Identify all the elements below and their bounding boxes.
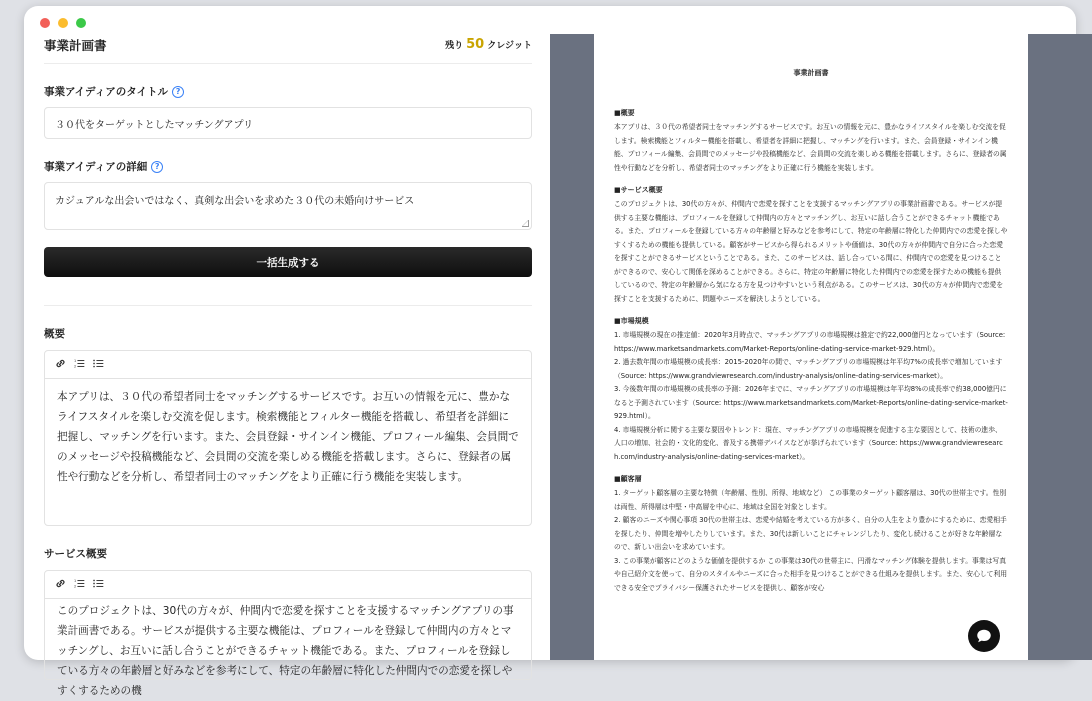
credits-badge xyxy=(445,37,532,52)
idea-detail-label-text: 事業アイディアの詳細 xyxy=(44,161,148,173)
svg-text:1: 1 xyxy=(74,578,77,583)
window-controls xyxy=(40,18,86,28)
document-title: 事業計画書 xyxy=(793,69,829,77)
idea-title-label xyxy=(44,84,532,99)
maximize-window-button[interactable] xyxy=(76,18,86,28)
editor-toolbar xyxy=(45,571,531,599)
chat-icon xyxy=(975,627,993,645)
service-section-label: サービス概要 xyxy=(44,548,107,560)
svg-text:1: 1 xyxy=(74,358,77,363)
summary-editor xyxy=(44,350,532,526)
editor-toolbar xyxy=(45,351,531,379)
svg-text:2: 2 xyxy=(74,584,77,589)
document-paragraph: 3. この事業が顧客にどのような価値を提供するか この事業は30代の世帯主に、円滑なマッチング体験を提供します。事業は写真や自己紹介文を使って、自分のスタイルやニーズに合った相手を見つけることができる仕組みを提供します。また、安心して利用できる安全でプライバシー保護されたサービスを提供し、顧客が安心 xyxy=(614,556,1008,592)
document-preview[interactable] xyxy=(550,34,1092,660)
document-paragraph: 1. 市場規模の現在の推定値：2020年3月時点で、マッチングアプリの市場規模は推定で約22,000億円となっています（Source: https://www.marketsandmarkets.com/Market-Reports/online-dating-service-market-929.html）。 xyxy=(614,331,1006,353)
app-window xyxy=(24,6,1076,697)
service-editor xyxy=(44,570,532,697)
chat-support-button[interactable] xyxy=(968,620,1000,652)
idea-title-label-text: 事業アイディアのタイトル xyxy=(44,86,169,98)
document-paragraph: 2. 過去数年間の市場規模の成長率：2015-2020年の間で、マッチングアプリの市場規模は年平均7%の成長率で増加しています（Source: https://www.grandviewresearch.com/industry-analysis/online-dating-services-market）。 xyxy=(614,358,1003,380)
idea-detail-label xyxy=(44,159,532,174)
close-window-button[interactable] xyxy=(40,18,50,28)
bullet-list-icon[interactable] xyxy=(93,358,104,372)
document-section-heading: ■市場規模 xyxy=(614,317,649,325)
generate-all-button[interactable]: 一括生成する xyxy=(44,247,532,277)
service-editor-body[interactable]: このプロジェクトは、30代の方々が、仲間内で恋愛を探すことを支援するマッチングアプリの事業計画書である。サービスが提供する主要な機能は、プロフィールを登録して仲間内の方々とマッチングし、お互いに話し合うことができるチャット機能である。また、プロフィールを登録している方々の年齢層と好みなどを参考にして、特定の年齢層に特化した仲間内での恋愛を探しやすくするための機 xyxy=(57,605,514,697)
document-section xyxy=(614,316,1008,464)
credits-value: 50 xyxy=(466,37,485,52)
document-sections xyxy=(614,108,1008,595)
ordered-list-icon[interactable] xyxy=(74,578,85,592)
document-section xyxy=(614,185,1008,306)
document-section xyxy=(614,108,1008,175)
link-icon[interactable] xyxy=(55,358,66,372)
bullet-list-icon[interactable] xyxy=(93,578,104,592)
resize-handle-icon[interactable] xyxy=(522,220,529,227)
svg-text:2: 2 xyxy=(74,364,77,369)
document-paragraph: 2. 顧客のニーズや関心事項 30代の世帯主は、恋愛や結婚を考えている方が多く、自分の人生をより豊かにするために、恋愛相手を探したり、仲間を増やしたりしています。また、30代は新しいことにチャレンジしたり、変化し続けることが好きな年齢層なので、新しい出会いを求めています。 xyxy=(614,516,1007,551)
document-paragraph: 3. 今後数年間の市場規模の成長率の予測：2026年までに、マッチングアプリの市場規模は年平均8%の成長率で約38,000億円になると予測されています（Source: https://www.marketsandmarkets.com/Market-Reports/online-dating-service-market-929.html）。 xyxy=(614,385,1008,420)
idea-detail-textarea[interactable] xyxy=(44,182,532,230)
document-paragraph: 1. ターゲット顧客層の主要な特徴（年齢層、性別、所得、地域など） この事業のターゲット顧客層は、30代の世帯主です。性別は両性、所得層は中堅・中高層を中心に、地域は全国を対象とします。 xyxy=(614,489,1007,511)
divider xyxy=(44,305,532,306)
summary-section-label: 概要 xyxy=(44,328,65,340)
page-title: 事業計画書 xyxy=(44,37,107,53)
document-paragraph: 本アプリは、３０代の希望者同士をマッチングするサービスです。お互いの情報を元に、豊かなライフスタイルを楽しむ交流を促します。検索機能とフィルター機能を搭載し、希望者を詳細に把握し、マッチングを行います。また、会員登録・サインイン機能、プロフィール編集、会員間でのメッセージや投稿機能など、会員間の交流を楽しめる機能を搭載します。さらに、登録者の属性や行動などを分析し、希望者同士のマッチングをより正確に行う機能を実装します。 xyxy=(614,123,1007,172)
document-section-heading: ■概要 xyxy=(614,109,635,117)
panel-header xyxy=(44,34,532,64)
help-icon[interactable]: ? xyxy=(172,86,184,98)
idea-title-input[interactable] xyxy=(44,107,532,139)
idea-detail-value: カジュアルな出会いではなく、真剣な出会いを求めた３０代の未婚向けサービス xyxy=(55,196,415,207)
document-paragraph: 4. 市場規模分析に関する主要な要因やトレンド：現在、マッチングアプリの市場規模を促進する主な要因として、技術の進歩、人口の増加、社会的・文化的変化、普及する携帯デバイスなどが挙げられています（Source: https://www.grandviewresearch.com/industry-analysis/online-dating-services-market）。 xyxy=(614,425,1003,461)
credits-prefix: 残り xyxy=(445,41,464,51)
ordered-list-icon[interactable] xyxy=(74,358,85,372)
summary-editor-body[interactable]: 本アプリは、３０代の希望者同士をマッチングするサービスです。お互いの情報を元に、豊かなライフスタイルを楽しむ交流を促します。検索機能とフィルター機能を搭載し、希望者を詳細に把握し、マッチングを行います。また、会員登録・サインイン機能、プロフィール編集、会員間でのメッセージや投稿機能など、会員間の交流を楽しめる機能を搭載します。さらに、登録者の属性や行動などを分析し、希望者同士のマッチングをより正確に行う機能を実装します。 xyxy=(57,391,519,483)
document-section-heading: ■顧客層 xyxy=(614,475,642,483)
document-paragraph: このプロジェクトは、30代の方々が、仲間内で恋愛を探すことを支援するマッチングアプリの事業計画書である。サービスが提供する主要な機能は、プロフィールを登録して仲間内の方々とマッチングし、お互いに話し合うことができるチャット機能である。また、プロフィールを登録している方々の年齢層と好みなどを参考にして、特定の年齢層に特化した仲間内での恋愛を探しやすくするための機能も提供している。顧客がサービスから得られるメリットや価値は、30代の方々が仲間内で自分に合った恋愛を探すことができるサービスということである。また、このサービスは、話し合っている間に、仲間内での恋愛を見つけることができるので、安心して関係を深めることができる。さらに、特定の年齢層に特化した仲間内での恋愛を探すための機能も提供しているので、特定の年齢層から気になる方を見つけやすいという利点がある。このサービスは、30代の方々が仲間内で恋愛を探すことを支援するために、問題やニーズを解決しようとしている。 xyxy=(614,200,1008,303)
idea-title-value: ３０代をターゲットとしたマッチングアプリ xyxy=(55,119,254,131)
document-section-heading: ■サービス概要 xyxy=(614,186,663,194)
link-icon[interactable] xyxy=(55,578,66,592)
credits-suffix: クレジット xyxy=(487,41,532,51)
document-section xyxy=(614,474,1008,595)
document-page xyxy=(594,34,1028,660)
editor-panel xyxy=(44,34,532,697)
minimize-window-button[interactable] xyxy=(58,18,68,28)
help-icon[interactable]: ? xyxy=(151,161,163,173)
